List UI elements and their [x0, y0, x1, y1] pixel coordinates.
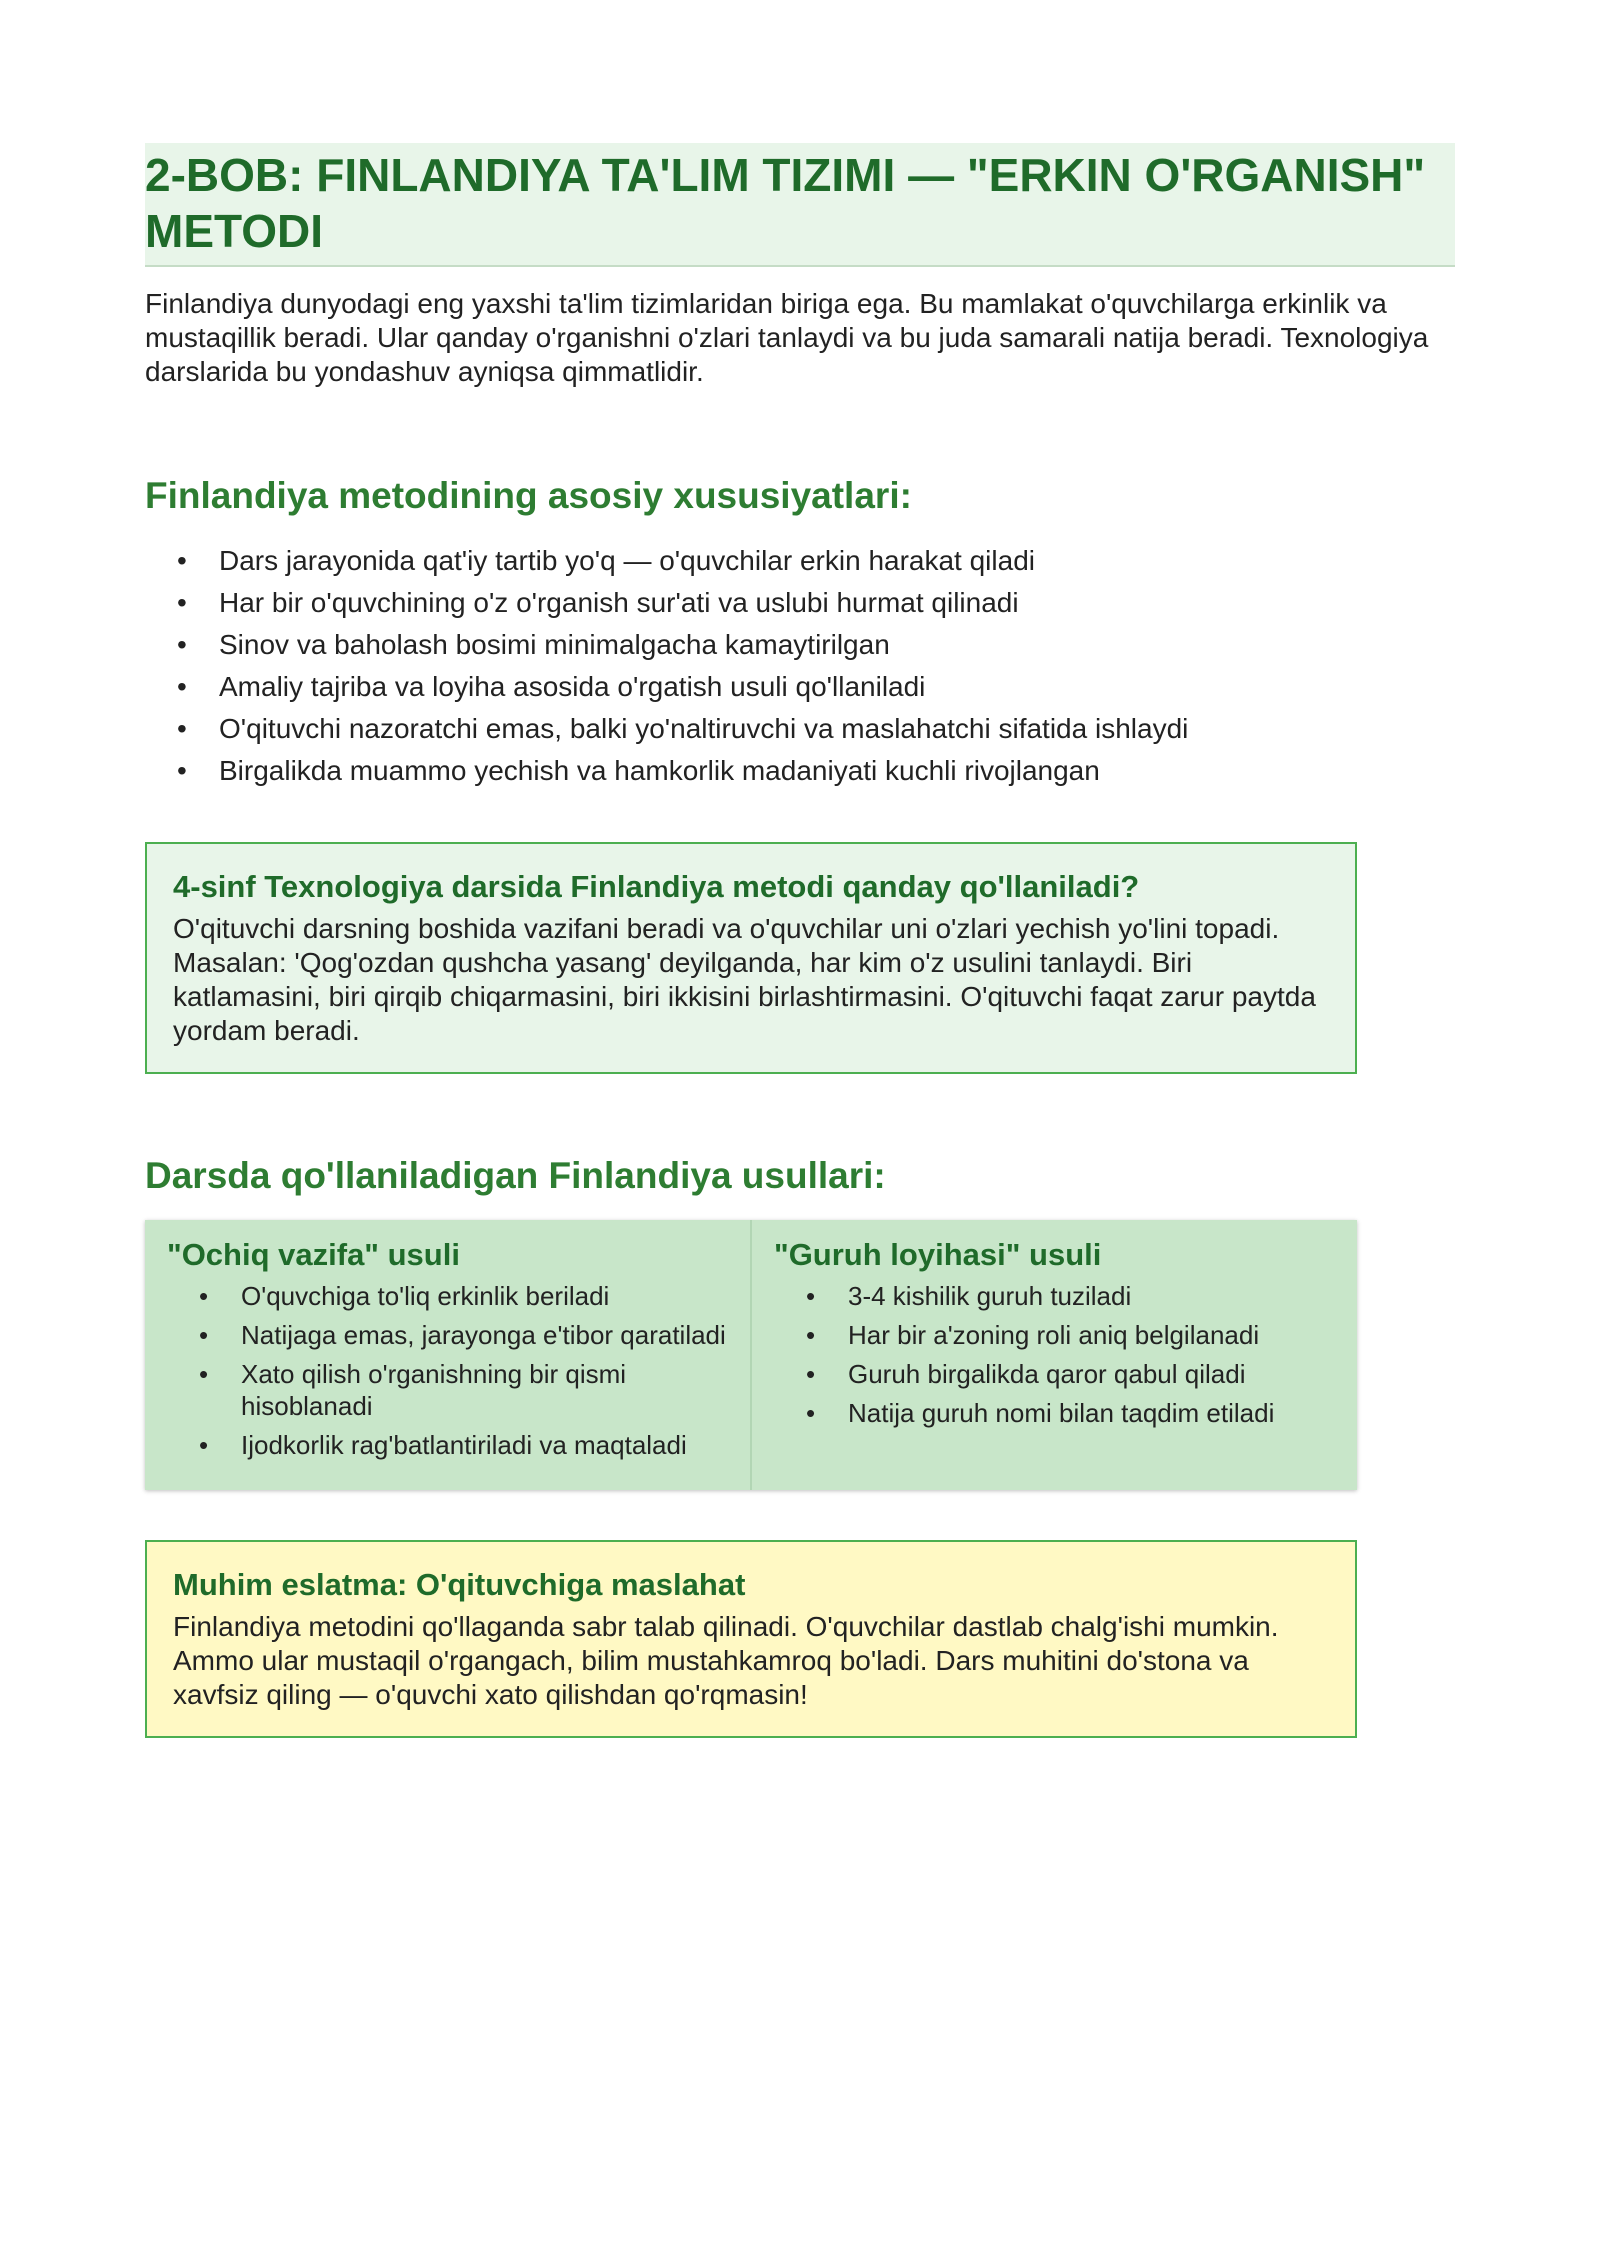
method-item: • Ijodkorlik rag'batlantiriladi va maqtaladi — [199, 1429, 728, 1461]
note-box — [145, 1540, 1357, 1738]
feature-item: • Amaliy tajriba va loyiha asosida o'rgatish usuli qo'llaniladi — [177, 666, 1455, 708]
method-item: • Guruh birgalikda qaror qabul qiladi — [806, 1358, 1335, 1390]
method-item: • Natija guruh nomi bilan taqdim etiladi — [806, 1397, 1335, 1429]
method-list — [774, 1280, 1335, 1429]
method-item: • O'quvchiga to'liq erkinlik beriladi — [199, 1280, 728, 1312]
features-list — [145, 540, 1455, 792]
info-box — [145, 842, 1357, 1074]
method-title: "Guruh loyihasi" usuli — [774, 1237, 1102, 1272]
feature-item: • Birgalikda muammo yechish va hamkorlik madaniyati kuchli rivojlangan — [177, 750, 1455, 792]
info-box-text: O'qituvchi darsning boshida vazifani beradi va o'quvchilar uni o'zlari yechish yo'lini topadi. Masalan: 'Qog'ozdan qushcha yasang' deyilganda, har kim o'z usulini tanlaydi. Biri katlamasini, biri qirqib chiqarmasini, biri ikkisini birlashtirmasini. O'qituvchi faqat zarur paytda yordam beradi. — [173, 913, 1316, 1046]
feature-item: • Har bir o'quvchining o'z o'rganish sur'ati va uslubi hurmat qilinadi — [177, 582, 1455, 624]
method-list — [167, 1280, 728, 1461]
method-item: • Har bir a'zoning roli aniq belgilanadi — [806, 1319, 1335, 1351]
chapter-title: 2-BOB: FINLANDIYA TA'LIM TIZIMI — "ERKIN O'RGANISH" METODI — [145, 143, 1455, 267]
method-title: "Ochiq vazifa" usuli — [167, 1237, 460, 1272]
feature-item: • O'qituvchi nazoratchi emas, balki yo'naltiruvchi va maslahatchi sifatida ishlaydi — [177, 708, 1455, 750]
method-item: • Xato qilish o'rganishning bir qismi hisoblanadi — [199, 1358, 728, 1422]
method-item: • 3-4 kishilik guruh tuziladi — [806, 1280, 1335, 1312]
note-box-text: Finlandiya metodini qo'llaganda sabr talab qilinadi. O'quvchilar dastlab chalg'ishi mumkin. Ammo ular mustaqil o'rgangach, bilim mustahkamroq bo'ladi. Dars muhitini do'stona va xavfsiz qiling — o'quvchi xato qilishdan qo'rqmasin! — [173, 1611, 1279, 1710]
method-column-open-task — [145, 1220, 750, 1490]
features-heading: Finlandiya metodining asosiy xususiyatlari: — [145, 475, 912, 516]
document-page — [145, 143, 1455, 1738]
method-item: • Natijaga emas, jarayonga e'tibor qaratiladi — [199, 1319, 728, 1351]
method-column-group-project — [750, 1220, 1357, 1490]
note-box-title: Muhim eslatma: O'qituvchiga maslahat — [173, 1567, 746, 1602]
methods-heading: Darsda qo'llaniladigan Finlandiya usullari: — [145, 1155, 886, 1196]
intro-paragraph: Finlandiya dunyodagi eng yaxshi ta'lim tizimlaridan biriga ega. Bu mamlakat o'quvchilarga erkinlik va mustaqillik beradi. Ular qanday o'rganishni o'zlari tanlaydi va bu juda samarali natija beradi. Texnologiya darslarida bu yondashuv ayniqsa qimmatlidir. — [145, 288, 1429, 387]
feature-item: • Sinov va baholash bosimi minimalgacha kamaytirilgan — [177, 624, 1455, 666]
info-box-title: 4-sinf Texnologiya darsida Finlandiya metodi qanday qo'llaniladi? — [173, 869, 1140, 904]
methods-table — [145, 1220, 1357, 1490]
feature-item: • Dars jarayonida qat'iy tartib yo'q — o'quvchilar erkin harakat qiladi — [177, 540, 1455, 582]
